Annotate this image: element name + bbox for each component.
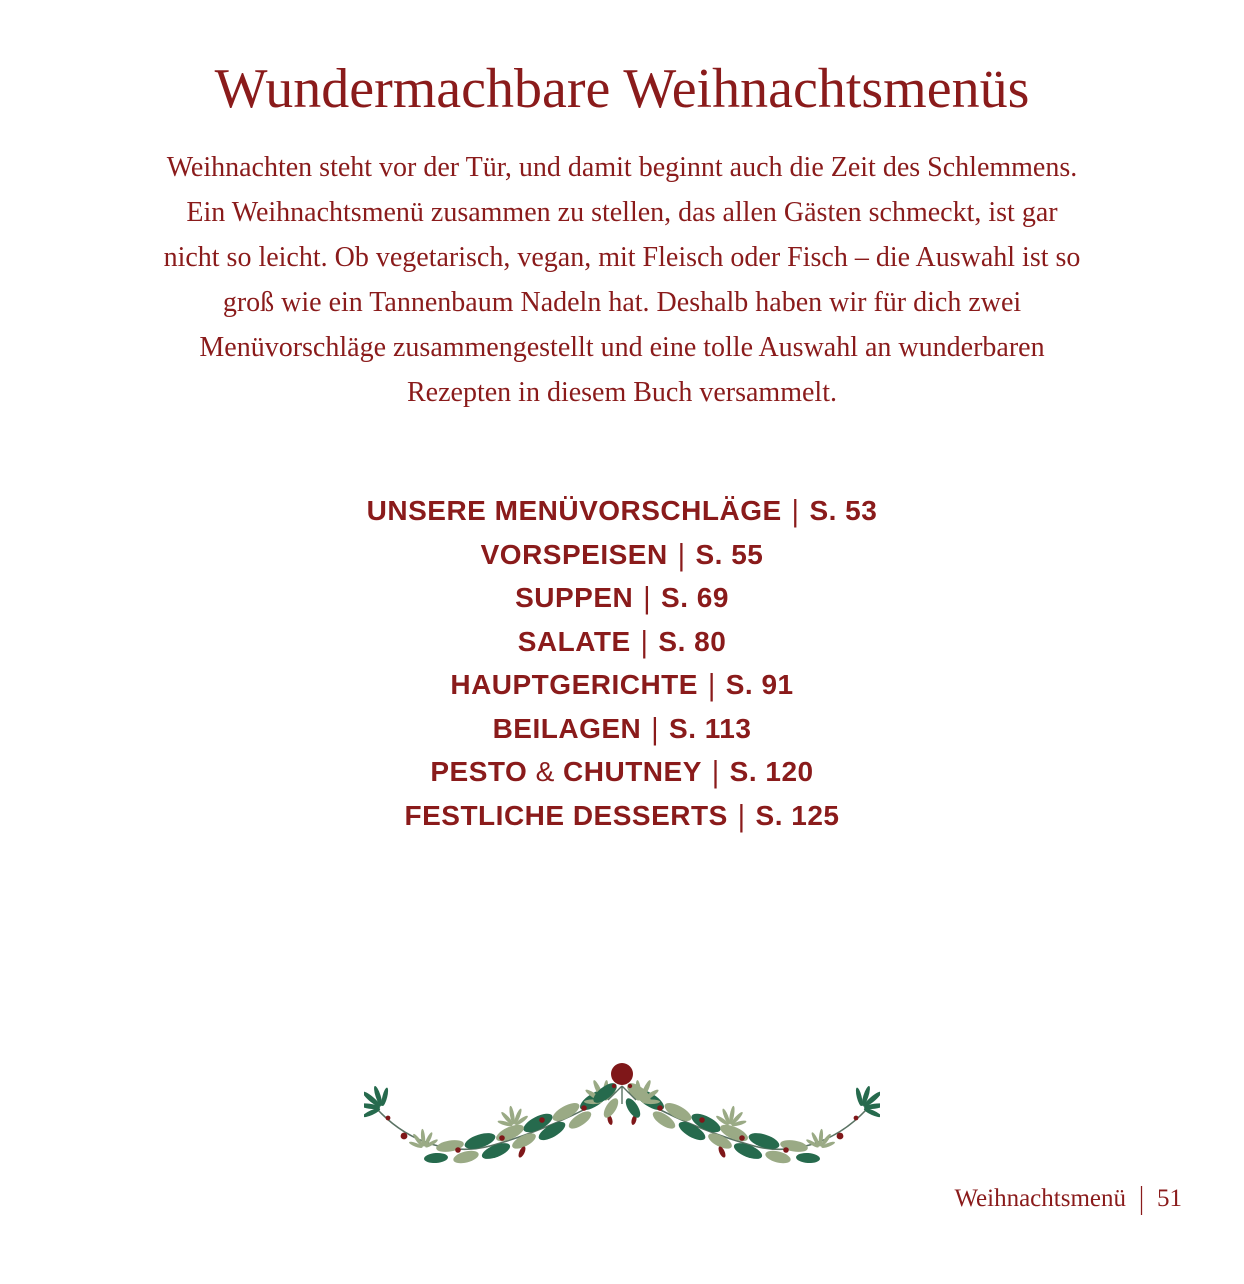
toc-separator: | [640, 624, 649, 659]
toc-separator: | [711, 754, 720, 789]
toc-page-ref: S. 91 [725, 669, 794, 701]
toc-entry-label: CHUTNEY [563, 756, 702, 788]
christmas-garland-ornament [364, 1058, 880, 1176]
toc-list [0, 489, 1244, 837]
intro-line: Menüvorschläge zusammengestellt und eine tolle Auswahl an wunderbaren [199, 332, 1045, 364]
toc-entry-label: FESTLICHE DESSERTS [404, 799, 728, 831]
toc-entry-label: VORSPEISEN [480, 538, 668, 570]
toc-separator: | [707, 667, 716, 702]
page-footer [954, 1181, 1182, 1216]
footer-page-number: 51 [1157, 1185, 1182, 1212]
intro-line: Ein Weihnachtsmenü zusammen zu stellen, das allen Gästen schmeckt, ist gar [186, 197, 1058, 229]
toc-ampersand: & [535, 756, 555, 788]
intro-line: nicht so leicht. Ob vegetarisch, vegan, mit Fleisch oder Fisch – die Auswahl ist so [163, 242, 1081, 274]
toc-entry-label: SALATE [517, 625, 631, 657]
toc-entry-label: SUPPEN [515, 582, 634, 614]
toc-entry-label: HAUPTGERICHTE [450, 669, 698, 701]
toc-page-ref: S. 53 [809, 495, 878, 527]
toc-page-ref: S. 69 [661, 582, 729, 614]
toc-page-ref: S. 113 [669, 712, 752, 744]
toc-separator: | [677, 537, 686, 572]
intro-line: Weihnachten steht vor der Tür, und damit beginnt auch die Zeit des Schlemmens. [166, 152, 1078, 184]
intro-line: groß wie ein Tannenbaum Nadeln hat. Deshalb haben wir für dich zwei [222, 287, 1022, 319]
toc-entry-pesto-chutney [0, 750, 1244, 794]
berry-icon [611, 1063, 633, 1085]
toc-page-ref: S. 55 [695, 538, 764, 570]
toc-entry-label: BEILAGEN [492, 712, 642, 744]
toc-page-ref: S. 125 [755, 799, 840, 831]
toc-page-ref: S. 120 [729, 756, 814, 788]
toc-entry-label: UNSERE MENÜVORSCHLÄGE [366, 495, 782, 527]
footer-separator: | [1138, 1181, 1144, 1216]
book-page [0, 56, 1244, 1216]
toc-entry-label: PESTO [430, 756, 528, 788]
toc-entry-suppen [0, 576, 1244, 620]
toc-separator: | [651, 711, 660, 746]
toc-entry-hauptgerichte [0, 663, 1244, 707]
page-title: Wundermachbare Weihnachtsmenüs [214, 58, 1030, 120]
toc-entry-salate [0, 620, 1244, 664]
intro-paragraph [0, 145, 1244, 415]
toc-page-ref: S. 80 [658, 625, 727, 657]
toc-separator: | [791, 493, 800, 528]
toc-separator: | [737, 798, 746, 833]
footer-section-label: Weihnachtsmenü [954, 1185, 1126, 1212]
toc-separator: | [643, 580, 652, 615]
toc-entry-festliche-desserts [0, 794, 1244, 838]
intro-line: Rezepten in diesem Buch versammelt. [407, 377, 837, 409]
toc-entry-vorspeisen [0, 533, 1244, 577]
toc-entry-beilagen [0, 707, 1244, 751]
toc-entry-menuevorschlaege [0, 489, 1244, 533]
